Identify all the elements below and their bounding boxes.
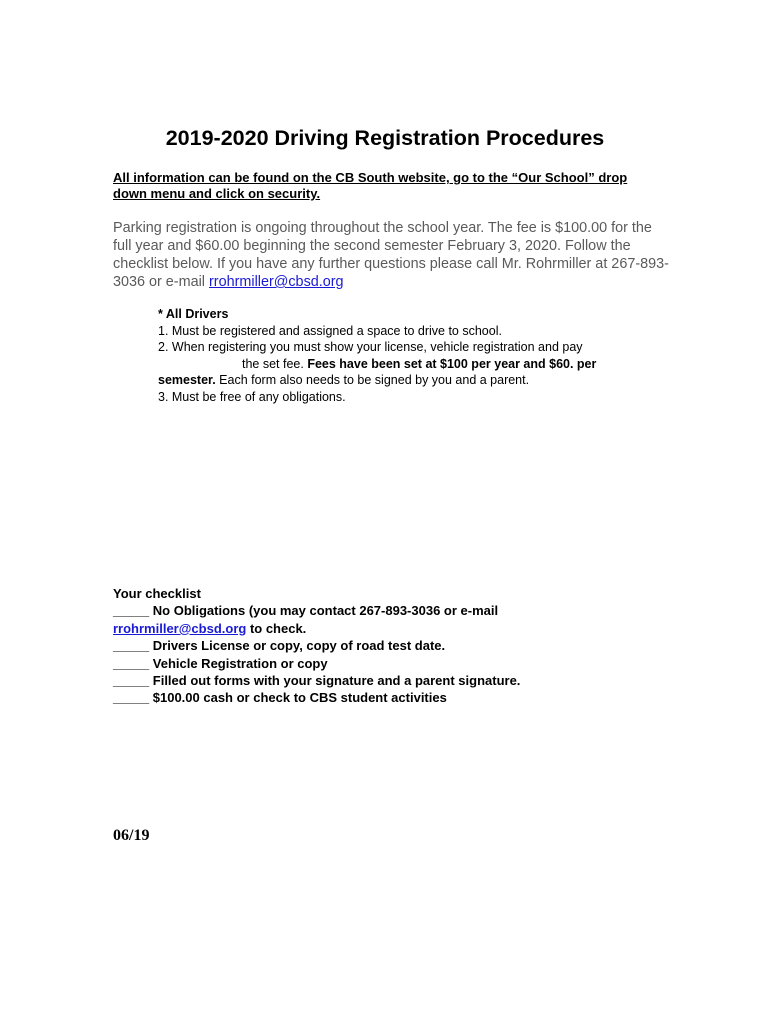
contact-email-link[interactable]: rrohrmiller@cbsd.org: [209, 274, 344, 290]
drivers-item-2-semester: [158, 372, 658, 389]
registration-paragraph: [113, 219, 673, 291]
checklist-item-obligations: _____ No Obligations (you may contact 267-893-3036 or e-mail: [113, 603, 499, 619]
all-drivers-heading: * All Drivers: [158, 307, 229, 321]
drivers-item-2-fee-bold: Fees have been set at $100 per year and $60. per: [307, 356, 597, 371]
checklist-section: [113, 585, 673, 707]
intro-note: All information can be found on the CB South website, go to the “Our School” drop down menu and click on security.: [113, 170, 628, 201]
drivers-item-2-semester-bold: semester.: [158, 373, 216, 387]
drivers-item-2-signature-text: Each form also needs to be signed by you and a parent.: [215, 373, 530, 387]
drivers-item-2-line: 2. When registering you must show your license, vehicle registration and pay: [158, 340, 583, 354]
checklist-item-obligations-continued: [113, 620, 673, 637]
checklist-item-license: _____ Drivers License or copy, copy of road test date.: [113, 638, 446, 654]
drivers-item-2-fee-text: the set fee.: [242, 356, 308, 371]
drivers-item-2-continued: [158, 356, 658, 373]
paragraph-text: Parking registration is ongoing throughout the school year. The fee is $100.00 for the full year and $60.00 beginning the second semester February 3, 2020. Follow the checklist below. If you have any further questions please call Mr. Rohrmiller at 267-893-3036 or e-mail: [113, 220, 669, 290]
checklist-item-forms: _____ Filled out forms with your signature and a parent signature.: [113, 673, 521, 689]
drivers-item-1: 1. Must be registered and assigned a space to drive to school.: [158, 323, 502, 338]
page-title: 2019-2020 Driving Registration Procedures: [165, 126, 605, 150]
checklist-heading: Your checklist: [113, 586, 201, 601]
drivers-item-3: 3. Must be free of any obligations.: [158, 389, 346, 404]
checklist-item-payment: _____ $100.00 cash or check to CBS student activities: [113, 690, 447, 706]
all-drivers-section: [158, 306, 658, 405]
checklist-email-link[interactable]: rrohrmiller@cbsd.org: [113, 620, 247, 636]
checklist-to-check-text: to check.: [246, 620, 307, 636]
checklist-item-vehicle-registration: _____ Vehicle Registration or copy: [113, 655, 328, 671]
document-date: 06/19: [113, 827, 150, 844]
